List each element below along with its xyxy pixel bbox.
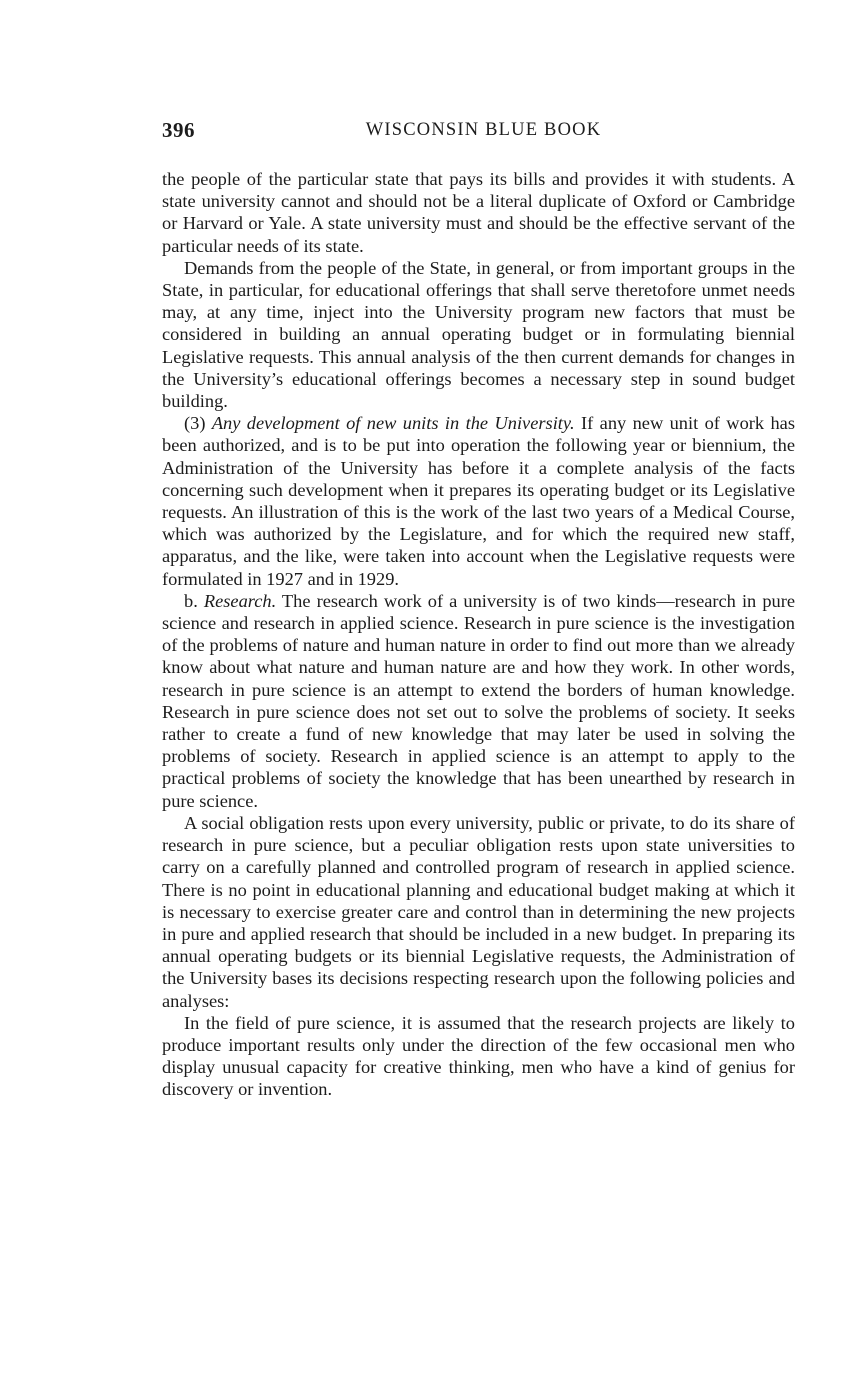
paragraph-social-obligation [162,812,795,1012]
paragraph-lead-number: (3) [184,413,212,434]
paragraph-text: Demands from the people of the State, in general, or from important groups in the State, in particular, for educational offerings that shall serve theretofore unmet needs may, at any time, inject into the University program new factors that must be considered in building an annual operating budget or in formulating biennial Legislative requests. This annual analysis of the then current demands for changes in the University’s educational offerings becomes a necessary step in sound budget building. [162,257,795,412]
document-page [162,118,795,1101]
page-number: 396 [162,118,195,142]
paragraph-text: A social obligation rests upon every university, public or private, to do its share of research in pure science, but a peculiar obligation rests upon state universities to carry on a carefully planned and controlled program of research in applied science. There is no point in educational planning and educational budget making at which it is necessary to exercise greater care and control than in determining the new projects in pure and applied research that should be included in a new budget. In preparing its annual operating budgets or its biennial Legislative requests, the Administration of the University bases its decisions respecting research upon the following policies and analyses: [162,812,795,1011]
paragraph-pure-science [162,1012,795,1101]
paragraph-continued [162,168,795,257]
paragraph-new-units [162,412,795,590]
paragraph-research [162,590,795,812]
running-title: WISCONSIN BLUE BOOK [365,120,602,140]
paragraph-lead-heading: Research. [203,590,277,611]
running-header [162,118,795,148]
paragraph-text: the people of the particular state that pays its bills and provides it with students. A state university cannot and should not be a literal duplicate of Oxford or Cambridge or Harvard or Yale. A state university must and should be the effective servant of the particular needs of its state. [162,169,795,256]
paragraph-demands [162,257,795,412]
paragraph-text: If any new unit of work has been authorized, and is to be put into operation the following year or biennium, the Administration of the University has before it a complete analysis of the facts concerning such development when it prepares its operating budget or its Legislative requests. An illustration of this is the work of the last two years of a Medical Course, which was authorized by the Legislature, and for which the required new staff, apparatus, and the like, were taken into account when the Legislative requests were formulated in 1927 and in 1929. [162,413,795,589]
paragraph-lead-number: b. [184,590,204,611]
paragraph-text: In the field of pure science, it is assumed that the research projects are likely to produce important results only under the direction of the few occasional men who display unusual capacity for creative thinking, men who have a kind of genius for discovery or invention. [162,1012,795,1100]
paragraph-lead-heading: Any development of new units in the University. [211,413,575,434]
paragraph-text: The research work of a university is of two kinds—research in pure science and research in applied science. Research in pure science is the investigation of the problems of nature and human nature in order to find out more than we already know about what nature and human nature are and how they work. In other words, research in pure science is an attempt to extend the borders of human knowledge. Research in pure science does not set out to solve the problems of society. It seeks rather to create a fund of new knowledge that may later be used in solving the problems of society. Research in applied science is an attempt to apply to the practical problems of society the knowledge that has been unearthed by research in pure science. [162,590,795,811]
body-text [162,168,795,1101]
